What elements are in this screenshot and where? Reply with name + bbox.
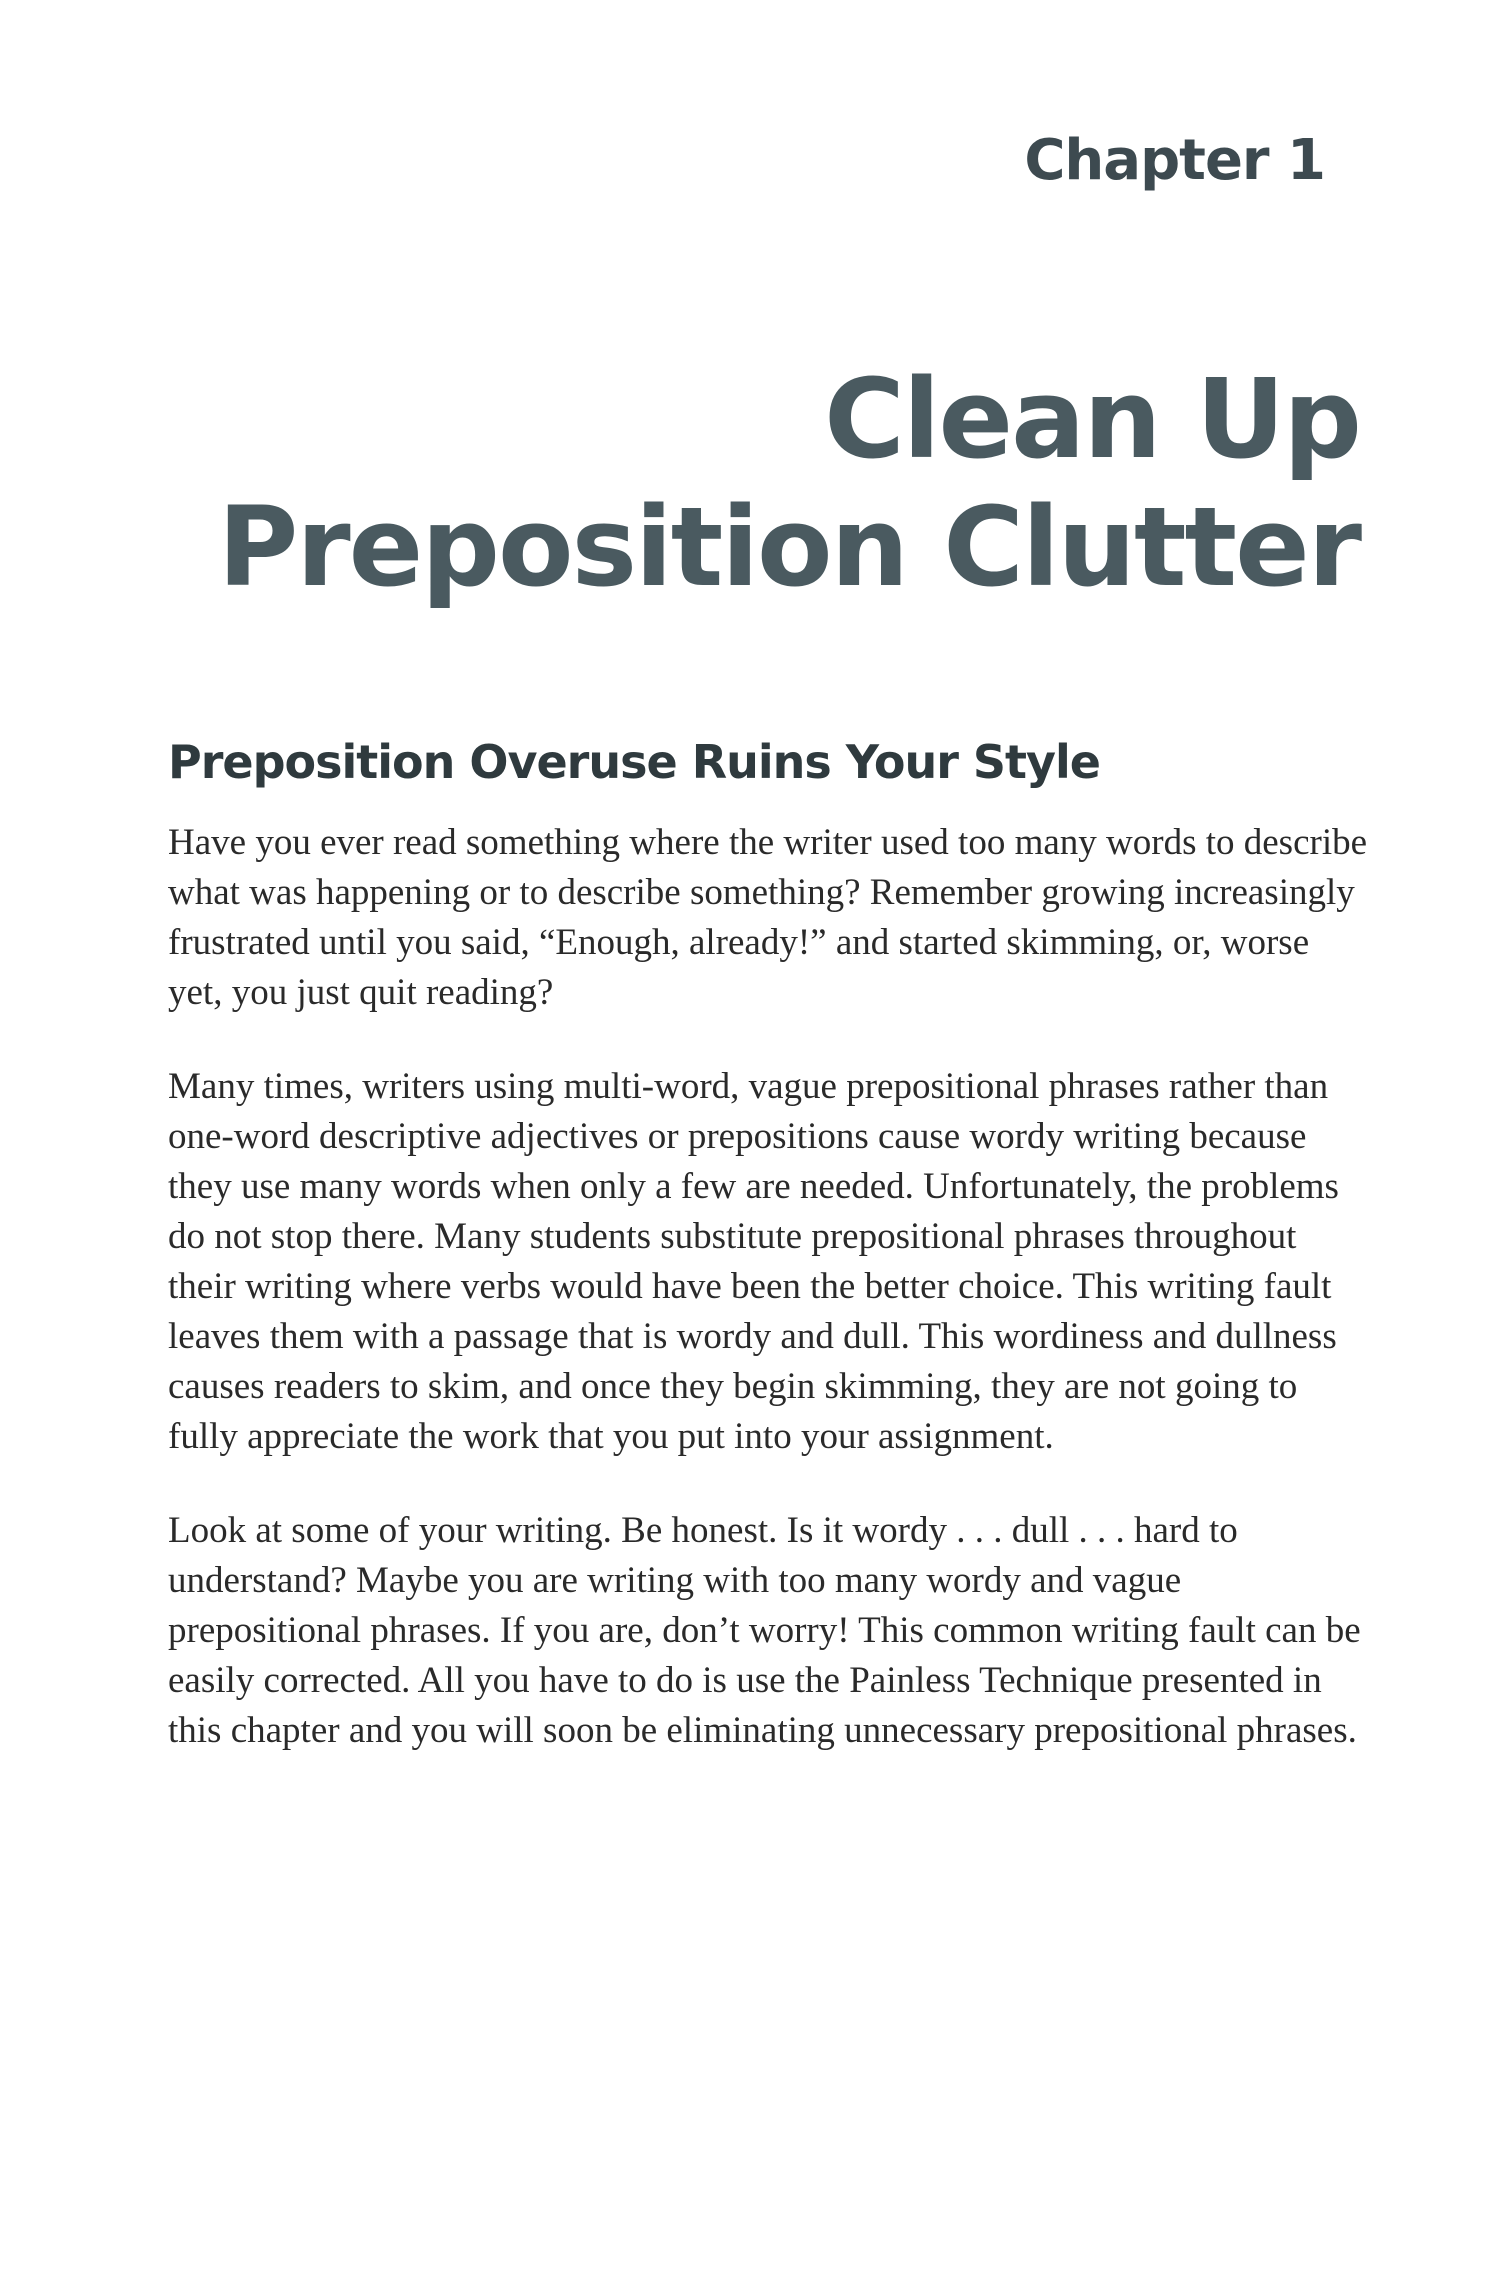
chapter-title-line-1: Clean Up — [824, 355, 1360, 483]
paragraph-1: Have you ever read something where the writer used too many words to describe what was happening or to describe something? Remember growing increasingly frustrated until you said, “Enough, already!” and started skimming, or, worse yet, you just quit reading? — [168, 822, 1368, 1013]
chapter-title-line-2: Preposition Clutter — [217, 483, 1360, 611]
chapter-title — [218, 355, 1360, 611]
paragraph-3: Look at some of your writing. Be honest. Is it wordy . . . dull . . . hard to understand? Maybe you are writing with too many wordy and vague prepositional phrases. If you are, don’t worry! This common writing fault can be easily corrected. All you have to do is use the Painless Technique presented in this chapter and you will soon be eliminating unnecessary prepositional phrases. — [168, 1510, 1361, 1751]
paragraph-2: Many times, writers using multi-word, vague prepositional phrases rather than one-word descriptive adjectives or prepositions cause wordy writing because they use many words when only a few are needed. Unfortunately, the problems do not stop there. Many students substitute prepositional phrases throughout their writing where verbs would have been the better choice. This writing fault leaves them with a passage that is wordy and dull. This wordiness and dullness causes readers to skim, and once they begin skimming, they are not going to fully appreciate the work that you put into your assignment. — [168, 1066, 1339, 1457]
chapter-label: Chapter 1 — [1024, 128, 1325, 193]
section-heading: Preposition Overuse Ruins Your Style — [168, 735, 1100, 789]
body-text — [168, 818, 1368, 1800]
